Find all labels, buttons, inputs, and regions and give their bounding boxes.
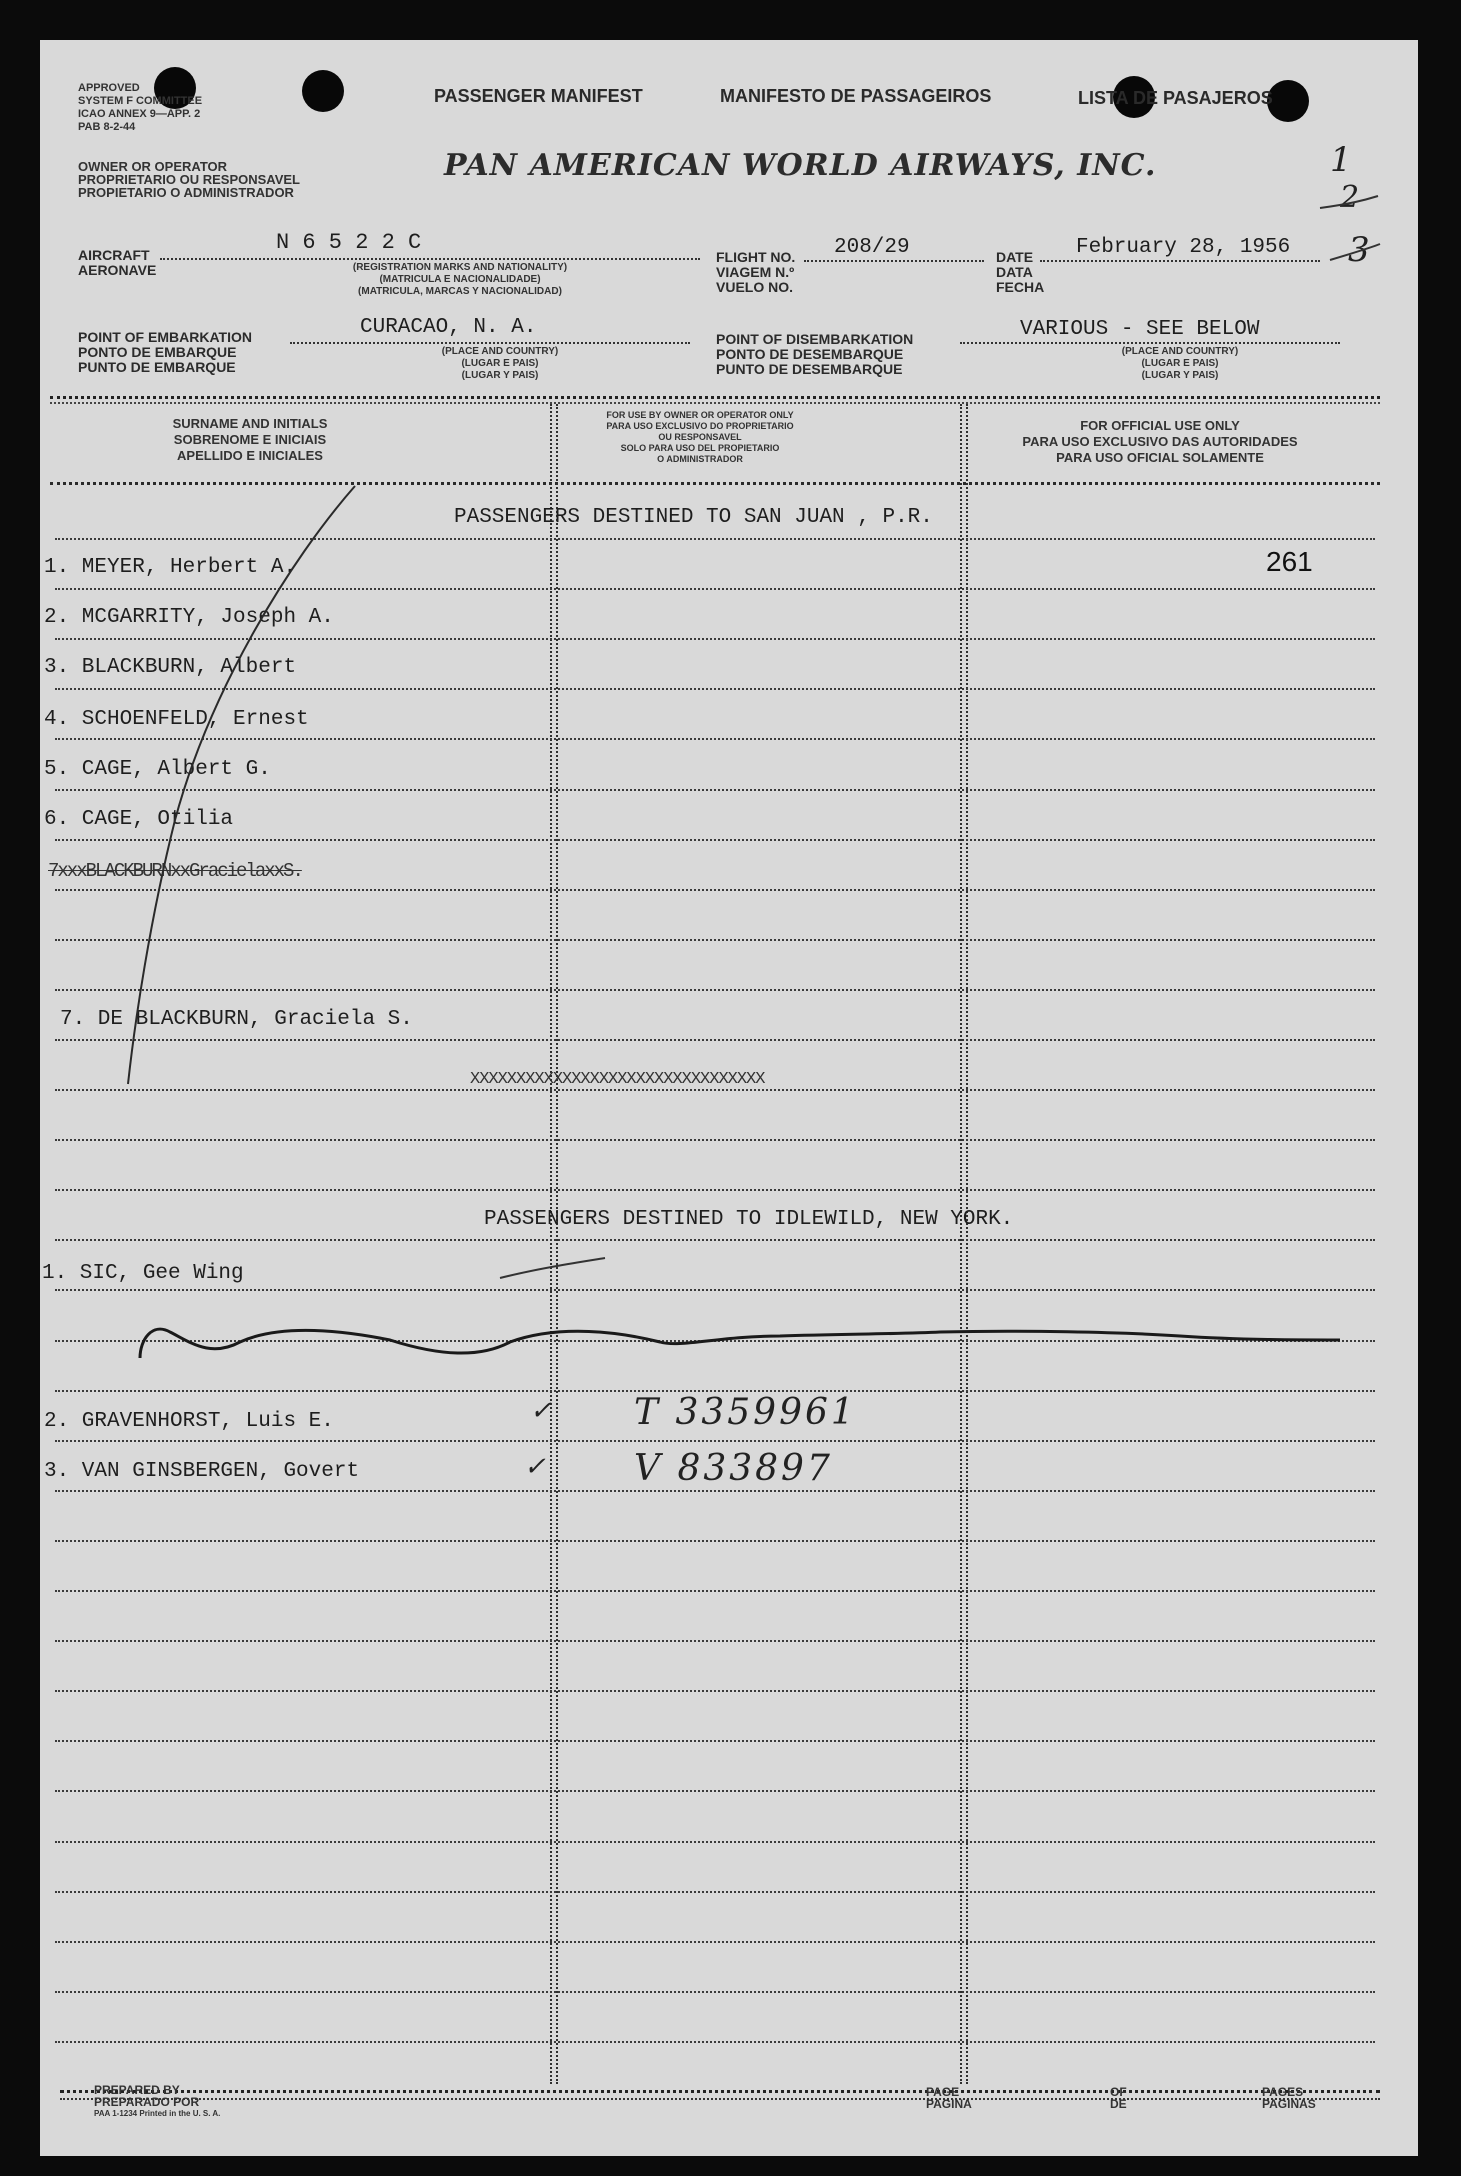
- caption-line: (LUGAR Y PAIS): [1141, 370, 1219, 381]
- passenger-entry: 2. MCGARRITY, Joseph A.: [44, 606, 334, 629]
- passenger-entry: 2. GRAVENHORST, Luis E.: [44, 1410, 334, 1433]
- embark-value: CURACAO, N. A.: [360, 316, 537, 339]
- label-line: PAGINAS: [1262, 2097, 1316, 2111]
- column-header-operator: [580, 410, 820, 465]
- strike-scribble: [140, 1329, 1340, 1358]
- underline: [290, 342, 690, 344]
- passenger-entry: 3. VAN GINSBERGEN, Govert: [44, 1460, 360, 1483]
- label-line: PREPARADO POR: [94, 2095, 200, 2109]
- caption-line: (LUGAR E PAIS): [461, 358, 539, 369]
- official-number: 261: [1266, 546, 1313, 577]
- passenger-entry: 3. BLACKBURN, Albert: [44, 656, 297, 679]
- punch-hole: [1267, 80, 1309, 122]
- row-rule: [55, 638, 1375, 640]
- row-rule: [55, 889, 1375, 891]
- pages-label: [1262, 2086, 1316, 2110]
- label-line: FLIGHT NO.: [716, 249, 796, 265]
- label-line: AIRCRAFT: [78, 247, 150, 263]
- passenger-entry: 5. CAGE, Albert G.: [44, 758, 271, 781]
- row-rule: [55, 1640, 1375, 1642]
- row-rule: [55, 1039, 1375, 1041]
- row-rule: [55, 2041, 1375, 2043]
- header-rule: [50, 482, 1380, 485]
- struck-entry: 7xxxBLACKBURNxxGracielaxxS.: [48, 860, 302, 882]
- aircraft-value: N 6 5 2 2 C: [276, 230, 422, 255]
- row-rule: [55, 1941, 1375, 1943]
- column-header-names: [100, 416, 400, 464]
- label-line: POINT OF EMBARKATION: [78, 329, 252, 345]
- owner-label-line: OWNER OR OPERATOR: [78, 159, 228, 174]
- disembark-caption: [1080, 346, 1280, 382]
- label-line: POINT OF DISEMBARKATION: [716, 331, 914, 347]
- section-heading-san-juan: PASSENGERS DESTINED TO SAN JUAN , P.R.: [454, 506, 933, 529]
- column-header-line: FOR USE BY OWNER OR OPERATOR ONLY: [606, 410, 794, 420]
- row-rule: [55, 1891, 1375, 1893]
- column-header-line: O ADMINISTRADOR: [657, 454, 743, 464]
- row-rule: [55, 1239, 1375, 1241]
- column-header-line: SOBRENOME E INICIAIS: [173, 432, 327, 447]
- page-label: [926, 2086, 972, 2110]
- approval-line: APPROVED: [78, 82, 140, 94]
- form-number: PAA 1-1234 Printed in the U. S. A.: [94, 2109, 221, 2118]
- label-line: VIAGEM N.º: [716, 264, 795, 280]
- aircraft-caption: [270, 262, 650, 298]
- label-line: PONTO DE EMBARQUE: [78, 344, 237, 360]
- caption-line: (PLACE AND COUNTRY): [441, 346, 559, 357]
- flight-value: 208/29: [834, 236, 910, 259]
- date-value: February 28, 1956: [1076, 236, 1291, 259]
- embark-label: [78, 330, 252, 375]
- approval-block: [78, 82, 202, 134]
- title-portuguese: MANIFESTO DE PASSAGEIROS: [720, 86, 992, 106]
- disembark-label: [716, 332, 913, 377]
- row-rule: [55, 1340, 1375, 1342]
- section-heading-new-york: PASSENGERS DESTINED TO IDLEWILD, NEW YORK.: [484, 1208, 1014, 1231]
- operator-name: PAN AMERICAN WORLD AIRWAYS, INC.: [444, 148, 1157, 183]
- row-rule: [55, 1690, 1375, 1692]
- column-header-line: SURNAME AND INITIALS: [172, 416, 328, 431]
- check-mark: ✓: [530, 1396, 552, 1426]
- title-english: PASSENGER MANIFEST: [434, 86, 643, 106]
- column-header-line: PARA USO EXCLUSIVO DO PROPRIETARIO: [606, 421, 794, 431]
- row-rule: [55, 1841, 1375, 1843]
- row-rule: [55, 1440, 1375, 1442]
- row-rule: [55, 1540, 1375, 1542]
- row-rule: [55, 1490, 1375, 1492]
- label-line: AERONAVE: [78, 262, 157, 278]
- label-line: FECHA: [996, 279, 1045, 295]
- label-line: PAGE: [926, 2085, 960, 2099]
- row-rule: [55, 1189, 1375, 1191]
- passenger-entry: 6. CAGE, Otilia: [44, 808, 234, 831]
- underline: [1040, 260, 1320, 262]
- approval-line: ICAO ANNEX 9—APP. 2: [78, 108, 201, 120]
- handwritten-ref: V 833897: [634, 1448, 833, 1489]
- row-rule: [55, 989, 1375, 991]
- row-rule: [55, 1289, 1375, 1291]
- header-rule: [50, 402, 1380, 404]
- caption-line: (LUGAR E PAIS): [1141, 358, 1219, 369]
- handwritten-ref: T 3359961: [634, 1392, 857, 1433]
- of-label: [1110, 2086, 1127, 2110]
- row-rule: [55, 688, 1375, 690]
- column-divider: [550, 404, 552, 2084]
- column-divider: [960, 404, 962, 2084]
- page-mark: 2: [1340, 180, 1360, 215]
- row-rule: [55, 738, 1375, 740]
- row-rule: [55, 939, 1375, 941]
- page-mark: 1: [1330, 140, 1352, 180]
- label-line: PREPARED BY: [94, 2083, 180, 2097]
- column-header-official: [970, 418, 1350, 466]
- label-line: OF: [1110, 2085, 1127, 2099]
- passenger-entry: 4. SCHOENFELD, Ernest: [44, 708, 309, 731]
- caption-line: (LUGAR Y PAIS): [461, 370, 539, 381]
- approval-line: PAB 8-2-44: [78, 121, 136, 133]
- embark-caption: [400, 346, 600, 382]
- manifest-page: [40, 40, 1418, 2156]
- column-header-line: APELLIDO E INICIALES: [177, 448, 323, 463]
- row-rule: [55, 538, 1375, 540]
- owner-label-line: PROPIETARIO O ADMINISTRADOR: [78, 185, 294, 200]
- struck-line: XXXXXXXXXXXXXXXXXXXXXXXXXXXXXXXX: [470, 1070, 765, 1089]
- column-header-line: FOR OFFICIAL USE ONLY: [1080, 418, 1240, 433]
- label-line: DATE: [996, 249, 1034, 265]
- column-header-line: PARA USO EXCLUSIVO DAS AUTORIDADES: [1022, 434, 1298, 449]
- label-line: DATA: [996, 264, 1033, 280]
- row-rule: [55, 1089, 1375, 1091]
- aircraft-label: [78, 248, 156, 278]
- caption-line: (PLACE AND COUNTRY): [1121, 346, 1239, 357]
- footer-rule: [60, 2098, 1380, 2100]
- pen-stroke: [500, 1258, 605, 1278]
- date-label: [996, 250, 1044, 295]
- footer-rule: [60, 2090, 1380, 2093]
- flight-label: [716, 250, 795, 295]
- row-rule: [55, 588, 1375, 590]
- prepared-by-label: [94, 2084, 220, 2120]
- label-line: DE: [1110, 2097, 1127, 2111]
- caption-line: (REGISTRATION MARKS AND NATIONALITY): [352, 262, 568, 273]
- label-line: PAGINA: [926, 2097, 972, 2111]
- row-rule: [55, 1590, 1375, 1592]
- check-mark: ✓: [524, 1452, 546, 1482]
- label-line: VUELO NO.: [716, 279, 794, 295]
- column-header-line: OU RESPONSAVEL: [658, 432, 742, 442]
- approval-line: SYSTEM F COMMITTEE: [78, 95, 203, 107]
- label-line: PONTO DE DESEMBARQUE: [716, 346, 904, 362]
- row-rule: [55, 1740, 1375, 1742]
- row-rule: [55, 789, 1375, 791]
- caption-line: (MATRICULA E NACIONALIDADE): [379, 274, 541, 285]
- passenger-entry: 1. MEYER, Herbert A.: [44, 556, 297, 579]
- label-line: PAGES: [1262, 2085, 1304, 2099]
- column-header-line: SOLO PARA USO DEL PROPIETARIO: [620, 443, 780, 453]
- owner-label-line: PROPRIETARIO OU RESPONSAVEL: [78, 172, 300, 187]
- row-rule: [55, 1991, 1375, 1993]
- header-rule: [50, 396, 1380, 399]
- label-line: PUNTO DE DESEMBARQUE: [716, 361, 903, 377]
- underline: [160, 258, 700, 260]
- label-line: PUNTO DE EMBARQUE: [78, 359, 236, 375]
- row-rule: [55, 1790, 1375, 1792]
- caption-line: (MATRICULA, MARCAS Y NACIONALIDAD): [358, 286, 562, 297]
- page-mark: 3: [1348, 230, 1370, 270]
- passenger-entry: 1. SIC, Gee Wing: [42, 1262, 244, 1285]
- row-rule: [55, 1139, 1375, 1141]
- underline: [804, 260, 984, 262]
- column-divider: [556, 404, 558, 2084]
- owner-label: [78, 160, 300, 199]
- column-divider: [966, 404, 968, 2084]
- underline: [960, 342, 1340, 344]
- title-spanish: LISTA DE PASAJEROS: [1078, 88, 1273, 108]
- disembark-value: VARIOUS - SEE BELOW: [1020, 318, 1260, 341]
- column-header-line: PARA USO OFICIAL SOLAMENTE: [1056, 450, 1264, 465]
- punch-hole: [302, 70, 344, 112]
- passenger-entry: 7. DE BLACKBURN, Graciela S.: [60, 1008, 413, 1031]
- row-rule: [55, 839, 1375, 841]
